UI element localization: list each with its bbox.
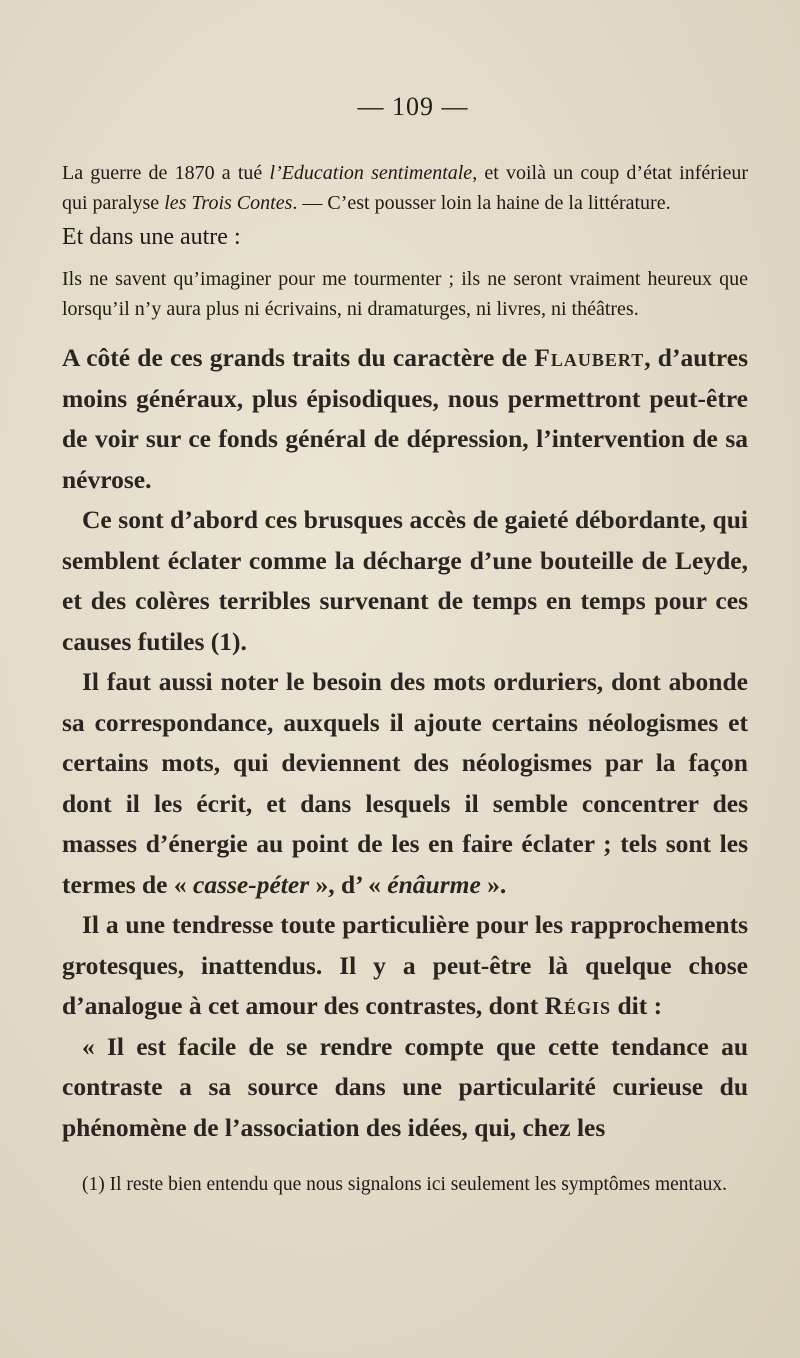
- paragraph-3-term-1: casse-péter: [193, 869, 310, 899]
- paragraph-4-name: Régis: [544, 991, 612, 1020]
- quote-1-title-trois-contes: les Trois Contes: [164, 192, 293, 214]
- quote-1-text-c: . — C’est pousser loin la haine de la littérature.: [292, 192, 671, 214]
- paragraph-4-text-a: Il a une tendresse toute particulière pour les rapprochements grotesques, inattendus. Il y a peut-être là quelque chose d’analogue à cet amour des contrastes, dont: [62, 910, 748, 1020]
- paragraph-1-name: Flaubert: [534, 343, 645, 372]
- paragraph-3: [62, 662, 748, 905]
- paragraph-1-text-b: , d’autres moins généraux, plus épisodiques, nous permettront peut-être de voir sur ce fonds général de dépression, l’intervention de sa névrose.: [62, 343, 748, 494]
- quote-2: Ils ne savent qu’imaginer pour me tourmenter ; ils ne seront vraiment heureux que lorsqu’il n’y aura plus ni écrivains, ni dramaturges, ni livres, ni théâtres.: [62, 268, 748, 320]
- paragraph-4-text-b: dit :: [611, 991, 663, 1020]
- book-page: [62, 92, 748, 1199]
- intro-line: Et dans une autre :: [62, 224, 241, 250]
- quote-1-title-education: l’Education sentimentale: [269, 162, 473, 184]
- footnote: (1) Il reste bien entendu que nous signalons ici seulement les symptômes mentaux.: [82, 1174, 727, 1195]
- paragraph-3-term-2: énâurme: [387, 869, 481, 899]
- paragraph-3-text-a: Il faut aussi noter le besoin des mots orduriers, dont abonde sa correspondance, auxquels il ajoute certains néologismes et certains mots, qui deviennent des néologismes par la façon dont il les écrit, et dans lesquels il semble concentrer des masses d’énergie au point de les en faire éclater ; tels sont les termes de «: [62, 667, 748, 899]
- page-number: — 109 —: [357, 92, 469, 121]
- quote-1: [62, 158, 748, 218]
- paragraph-5: « Il est facile de se rendre compte que cette tendance au contraste a sa source dans une particularité curieuse du phénomène de l’association des idées, qui, chez les: [62, 1031, 748, 1142]
- paragraph-4: [62, 905, 748, 1027]
- paragraph-1-text-a: A côté de ces grands traits du caractère de: [62, 343, 535, 372]
- quote-1-text-a: La guerre de 1870 a tué: [62, 162, 270, 184]
- paragraph-2: Ce sont d’abord ces brusques accès de gaieté débordante, qui semblent éclater comme la décharge d’une bouteille de Leyde, et des colères terribles survenant de temps en temps pour ces causes futiles (1).: [62, 505, 748, 656]
- paragraph-3-text-b: », d’ «: [309, 869, 388, 899]
- paragraph-1: [62, 338, 748, 500]
- quote-1-text-b: , et voilà un coup d’état inférieur qui paralyse: [62, 162, 748, 214]
- paragraph-3-text-c: ».: [480, 869, 507, 899]
